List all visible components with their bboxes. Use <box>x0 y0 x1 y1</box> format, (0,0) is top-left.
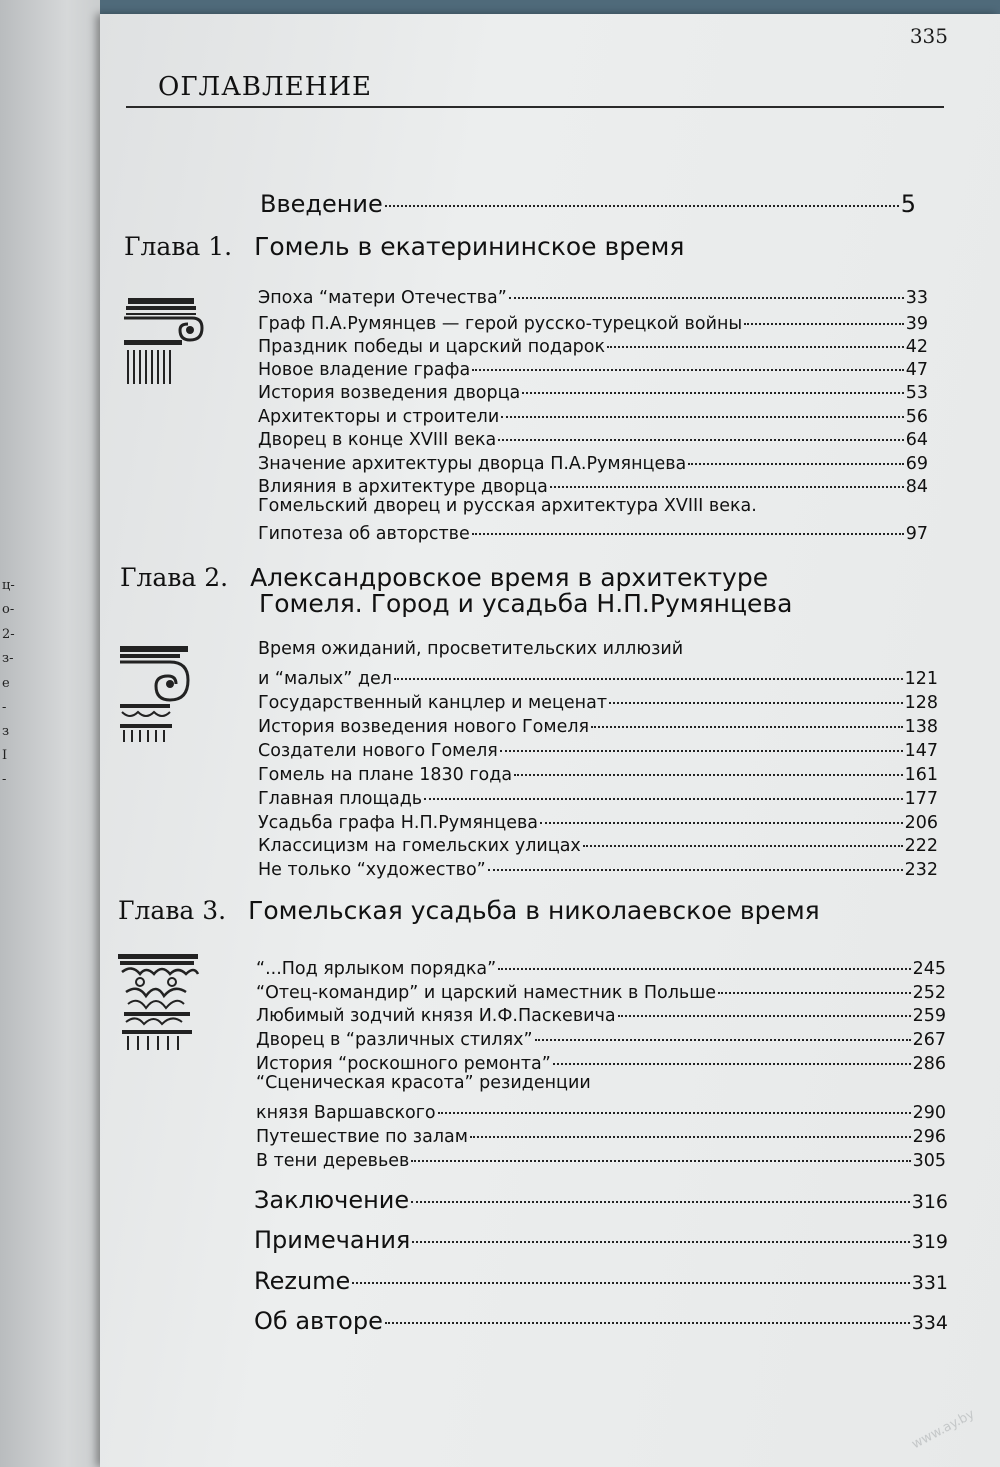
entry-title: “Отец-командир” и царский наместник в Польше <box>256 982 716 1003</box>
entry-title: Примечания <box>254 1226 411 1254</box>
dot-leader <box>385 181 899 207</box>
entry-page: 245 <box>912 958 946 979</box>
entry-title: Государственный канцлер и меценат <box>258 692 608 713</box>
dot-leader <box>618 997 911 1017</box>
chapter-title: Гомель в екатерининское время <box>254 232 685 261</box>
dot-leader <box>438 1094 911 1114</box>
entry-page: 138 <box>904 716 938 737</box>
entry-page: 47 <box>905 359 928 380</box>
dot-leader <box>488 851 903 871</box>
entry-title: Значение архитектуры дворца П.А.Румянцева <box>258 453 687 474</box>
dot-leader <box>352 1258 909 1284</box>
dot-leader <box>688 445 903 465</box>
entry-title: Архитекторы и строители <box>258 406 500 427</box>
dot-leader <box>385 1298 910 1324</box>
dot-leader <box>394 660 903 680</box>
chapter-title: Гомельская усадьба в николаевское время <box>248 896 820 925</box>
dot-leader <box>535 1021 911 1041</box>
entry-page: 319 <box>911 1231 948 1253</box>
chapter-heading <box>120 563 768 592</box>
chapter-title: Александровское время в архитектуре <box>250 563 769 592</box>
dot-leader <box>498 421 903 441</box>
entry-page: 305 <box>912 1150 946 1171</box>
dot-leader <box>583 827 903 847</box>
page-title: ОГЛАВЛЕНИЕ <box>158 72 373 102</box>
watermark: www.ay.by <box>909 1406 978 1453</box>
corinthian-capital-icon <box>116 952 202 1052</box>
entry-page: 206 <box>904 812 938 833</box>
entry-title: Новое владение графа <box>258 359 471 380</box>
entry-page: 286 <box>912 1053 946 1074</box>
dot-leader <box>498 950 910 970</box>
entry-title: Гомельский дворец и русская архитектура XVIII века. <box>258 496 757 516</box>
facing-page-fragment: 2- <box>2 627 15 642</box>
chapter-label: Глава 2. <box>120 563 229 592</box>
entry-title: Любимый зодчий князя И.Ф.Паскевича <box>256 1005 616 1026</box>
dot-leader <box>522 374 903 394</box>
entry-page: 290 <box>912 1102 946 1123</box>
chapter-title-continued: Гомеля. Город и усадьба Н.П.Румянцева <box>259 589 793 618</box>
entry-title: Об авторе <box>254 1307 383 1335</box>
dot-leader <box>514 756 903 776</box>
toc-entry-notes[interactable] <box>254 1222 948 1254</box>
toc-entry[interactable] <box>258 831 938 856</box>
entry-page: 316 <box>911 1191 948 1213</box>
dot-leader <box>553 1045 911 1065</box>
entry-title: Создатели нового Гомеля <box>258 740 498 761</box>
dot-leader <box>609 684 903 704</box>
toc-entry[interactable] <box>256 954 946 979</box>
entry-page: 53 <box>905 382 928 403</box>
dot-leader <box>472 351 904 371</box>
cover-edge <box>100 0 1000 14</box>
toc-entry[interactable] <box>258 283 928 308</box>
toc-entry[interactable] <box>258 519 928 544</box>
dot-leader <box>744 305 904 325</box>
toc-entry[interactable] <box>256 1122 946 1147</box>
entry-title: История “роскошного ремонта” <box>256 1053 551 1074</box>
entry-page: 252 <box>912 982 946 1003</box>
entry-title: Rezume <box>254 1267 351 1295</box>
dot-leader <box>607 328 904 348</box>
entry-page: 84 <box>905 476 928 497</box>
entry-page: 5 <box>900 190 916 218</box>
toc-entry[interactable] <box>258 855 938 880</box>
entry-title: Усадьба графа Н.П.Румянцева <box>258 812 539 833</box>
toc-entry[interactable] <box>258 378 928 403</box>
toc-entry-about-author[interactable] <box>254 1303 948 1335</box>
entry-page: 296 <box>912 1126 946 1147</box>
dot-leader <box>470 1118 911 1138</box>
entry-page: 147 <box>904 740 938 761</box>
facing-page <box>0 0 112 1467</box>
entry-title: Эпоха “матери Отечества” <box>258 287 507 308</box>
entry-title: Введение <box>260 190 383 218</box>
toc-entry[interactable] <box>258 425 928 450</box>
toc-entry-introduction[interactable] <box>260 186 916 218</box>
toc-entry[interactable] <box>256 1098 946 1123</box>
entry-title: Гомель на плане 1830 года <box>258 764 513 785</box>
dot-leader <box>718 974 911 994</box>
title-rule <box>126 106 944 108</box>
dot-leader <box>509 279 904 299</box>
page-number: 335 <box>909 24 948 48</box>
toc-entry[interactable] <box>256 1025 946 1050</box>
entry-title: Классицизм на гомельских улицах <box>258 835 581 856</box>
entry-title: “...Под ярлыком порядка” <box>256 958 497 979</box>
facing-page-fragment: - <box>2 772 7 787</box>
entry-title: Граф П.А.Румянцев — герой русско-турецкой войны <box>258 313 743 334</box>
dot-leader <box>424 780 902 800</box>
chapter-label: Глава 1. <box>124 232 233 261</box>
chapter-heading <box>118 896 820 925</box>
chapter-heading <box>124 232 684 261</box>
toc-entry[interactable] <box>258 688 938 713</box>
entry-title: Заключение <box>254 1186 410 1214</box>
dot-leader <box>412 1217 909 1243</box>
dot-leader <box>411 1142 910 1162</box>
dot-leader <box>472 515 904 535</box>
entry-title: Время ожиданий, просветительских иллюзий <box>258 639 684 659</box>
toc-entry[interactable] <box>258 760 938 785</box>
entry-page: 161 <box>904 764 938 785</box>
entry-title: Дворец в “различных стилях” <box>256 1029 533 1050</box>
toc-entry[interactable] <box>258 784 938 809</box>
dot-leader <box>501 398 904 418</box>
facing-page-fragment: I <box>2 748 8 763</box>
entry-title: Путешествие по залам <box>256 1126 468 1147</box>
toc-entry[interactable] <box>256 1001 946 1026</box>
entry-page: 69 <box>905 453 928 474</box>
entry-title: и “малых” дел <box>258 668 392 689</box>
dot-leader <box>591 708 903 728</box>
entry-page: 331 <box>911 1272 948 1294</box>
ionic-capital-icon <box>120 296 212 388</box>
dot-leader <box>500 732 903 752</box>
entry-title: История возведения нового Гомеля <box>258 716 590 737</box>
entry-page: 222 <box>904 835 938 856</box>
toc-entry[interactable] <box>256 1049 946 1074</box>
toc-entry-continued[interactable] <box>256 1073 946 1095</box>
entry-title: В тени деревьев <box>256 1150 410 1171</box>
toc-entry[interactable] <box>258 736 938 761</box>
entry-page: 42 <box>905 336 928 357</box>
dot-leader <box>540 804 903 824</box>
entry-page: 267 <box>912 1029 946 1050</box>
dot-leader <box>550 468 904 488</box>
toc-entry[interactable] <box>258 712 938 737</box>
toc-entry-continued[interactable] <box>258 639 938 661</box>
entry-page: 128 <box>904 692 938 713</box>
entry-page: 97 <box>905 523 928 544</box>
facing-page-fragment: - <box>2 700 7 715</box>
entry-page: 56 <box>905 406 928 427</box>
entry-title: Влияния в архитектуре дворца <box>258 476 548 497</box>
facing-page-fragment: ц- <box>2 578 15 593</box>
entry-page: 232 <box>904 859 938 880</box>
entry-title: История возведения дворца <box>258 382 521 403</box>
entry-page: 33 <box>905 287 928 308</box>
entry-page: 334 <box>911 1312 948 1334</box>
entry-title: “Сценическая красота” резиденции <box>256 1073 591 1093</box>
toc-entry[interactable] <box>258 664 938 689</box>
entry-page: 64 <box>905 429 928 450</box>
entry-page: 177 <box>904 788 938 809</box>
toc-entry-conclusion[interactable] <box>254 1182 948 1214</box>
entry-title: Дворец в конце XVIII века <box>258 429 497 450</box>
facing-page-fragment: з- <box>2 651 14 666</box>
toc-entry-summary[interactable] <box>254 1263 948 1295</box>
entry-page: 259 <box>912 1005 946 1026</box>
entry-title: Гипотеза об авторстве <box>258 523 470 544</box>
facing-page-fragment: о- <box>2 602 15 617</box>
toc-entry[interactable] <box>256 1146 946 1171</box>
entry-page: 121 <box>904 668 938 689</box>
facing-page-fragment: е <box>2 676 10 691</box>
toc-entry[interactable] <box>258 472 928 497</box>
dot-leader <box>411 1177 910 1203</box>
entry-title: князя Варшавского <box>256 1102 436 1123</box>
ionic-volute-capital-icon <box>118 644 192 744</box>
entry-title: Не только “художество” <box>258 859 486 880</box>
facing-page-fragment: з <box>2 724 10 739</box>
chapter-label: Глава 3. <box>118 896 227 925</box>
entry-title: Главная площадь <box>258 788 423 809</box>
entry-title: Праздник победы и царский подарок <box>258 336 606 357</box>
entry-page: 39 <box>905 313 928 334</box>
